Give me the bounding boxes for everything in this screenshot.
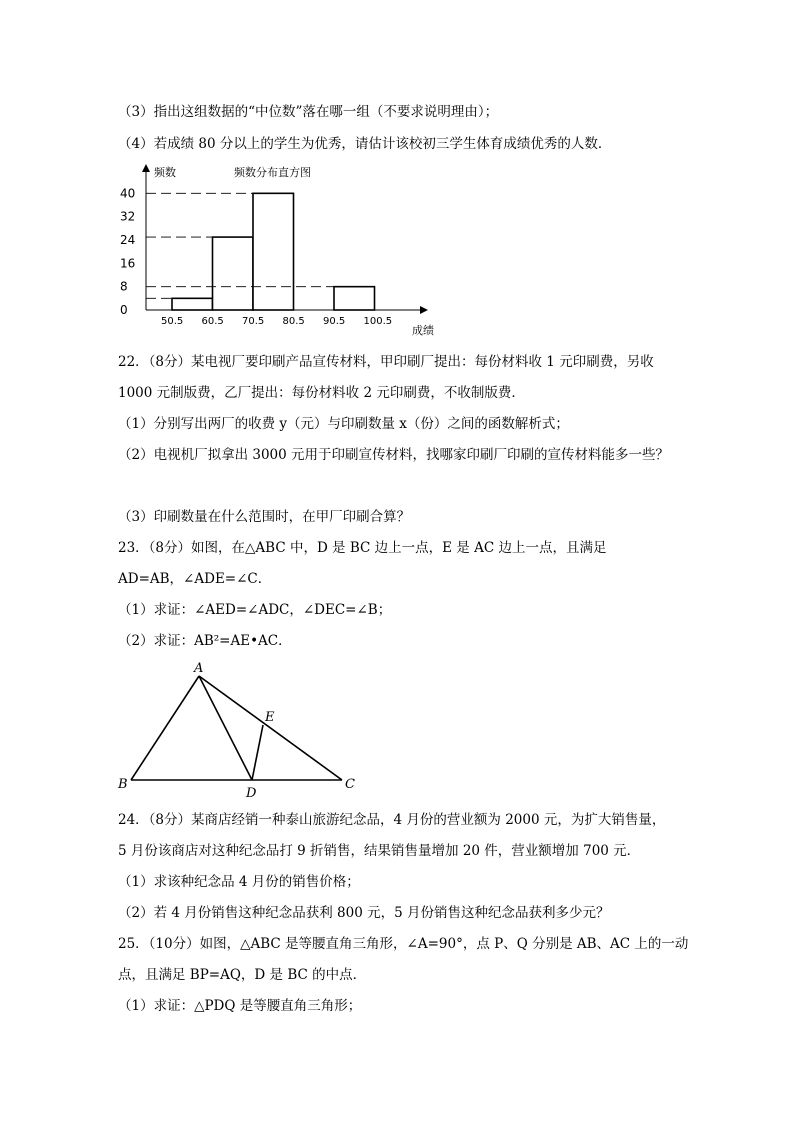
q23-heading: 23．（8分）如图，在△ABC 中，D 是 BC 边上一点，E 是 AC 边上一点，且满足 (118, 540, 607, 556)
histogram-svg (110, 160, 450, 340)
segment-de (252, 725, 263, 780)
triangle-figure (110, 660, 370, 800)
y-axis-arrow (142, 164, 150, 172)
segment-ac (199, 676, 342, 780)
y-tick-label: 40 (120, 186, 136, 201)
x-tick-label: 100.5 (363, 316, 393, 327)
chart-title: 频数分布直方图 (234, 166, 311, 179)
q24-heading: 24．（8分）某商店经销一种泰山旅游纪念品，4 月份的营业额为 2000 元，为扩大销售量， (118, 812, 666, 828)
chart-xlabel: 成绩 (412, 324, 434, 337)
histogram-bar (213, 237, 254, 310)
x-tick-label: 90.5 (323, 316, 346, 327)
x-tick-label: 60.5 (201, 316, 224, 327)
triangle-svg (110, 660, 370, 800)
histogram-chart (110, 160, 450, 340)
y-tick-label: 32 (120, 209, 136, 224)
q25-part1: （1）求证：△PDQ 是等腰直角三角形； (118, 998, 362, 1014)
x-tick-label: 70.5 (242, 316, 265, 327)
label-b: B (118, 777, 128, 792)
q25-heading-cont: 点，且满足 BP=AQ，D 是 BC 的中点． (118, 967, 367, 983)
q25-heading: 25．（10分）如图，△ABC 是等腰直角三角形，∠A=90°，点 P、Q 分别是 AB、AC 上的一动 (118, 936, 689, 952)
q23-heading-cont: AD=AB，∠ADE=∠C． (118, 571, 272, 587)
q24-part1: （1）求该种纪念品 4 月份的销售价格； (118, 874, 360, 890)
q22-part2: （2）电视机厂拟拿出 3000 元用于印刷宣传材料，找哪家印刷厂印刷的宣传材料能多一些？ (118, 447, 670, 463)
histogram-bar (172, 298, 213, 310)
y-tick-label: 0 (120, 303, 128, 317)
q22-part3: （3）印刷数量在什么范围时，在甲厂印刷合算？ (118, 509, 411, 525)
y-tick-label: 16 (120, 256, 136, 271)
y-tick-label: 8 (120, 279, 128, 294)
q22-part1: （1）分别写出两厂的收费 y（元）与印刷数量 x（份）之间的函数解析式； (118, 416, 569, 432)
x-tick-label: 80.5 (282, 316, 305, 327)
chart-ylabel: 频数 (154, 166, 176, 179)
q21-part4: （4）若成绩 80 分以上的学生为优秀，请估计该校初三学生体育成绩优秀的人数． (118, 136, 612, 152)
histogram-bar (334, 287, 375, 310)
q21-part3: （3）指出这组数据的“中位数”落在哪一组（不要求说明理由）； (118, 104, 499, 120)
q22-heading-cont: 1000 元制版费，乙厂提出：每份材料收 2 元印刷费，不收制版费． (118, 385, 525, 401)
label-e: E (265, 710, 275, 725)
q24-heading-cont: 5 月份该商店对这种纪念品打 9 折销售，结果销售量增加 20 件，营业额增加 700 元． (118, 843, 641, 859)
label-a: A (194, 661, 204, 676)
q22-heading: 22．（8分）某电视厂要印刷产品宣传材料，甲印刷厂提出：每份材料收 1 元印刷费，另收 (118, 354, 654, 370)
q23-part2: （2）求证：AB²=AE•AC． (118, 633, 292, 649)
segment-ab (131, 676, 199, 780)
label-d: D (246, 786, 257, 800)
q23-part1: （1）求证：∠AED=∠ADC，∠DEC=∠B； (118, 602, 392, 618)
x-axis-arrow (420, 306, 428, 314)
x-tick-label: 50.5 (161, 316, 184, 327)
q24-part2: （2）若 4 月份销售这种纪念品获利 800 元，5 月份销售这种纪念品获利多少元？ (118, 905, 610, 921)
label-c: C (345, 777, 355, 792)
segment-ad (199, 676, 252, 780)
histogram-bar (253, 193, 294, 310)
y-tick-label: 24 (120, 233, 136, 247)
